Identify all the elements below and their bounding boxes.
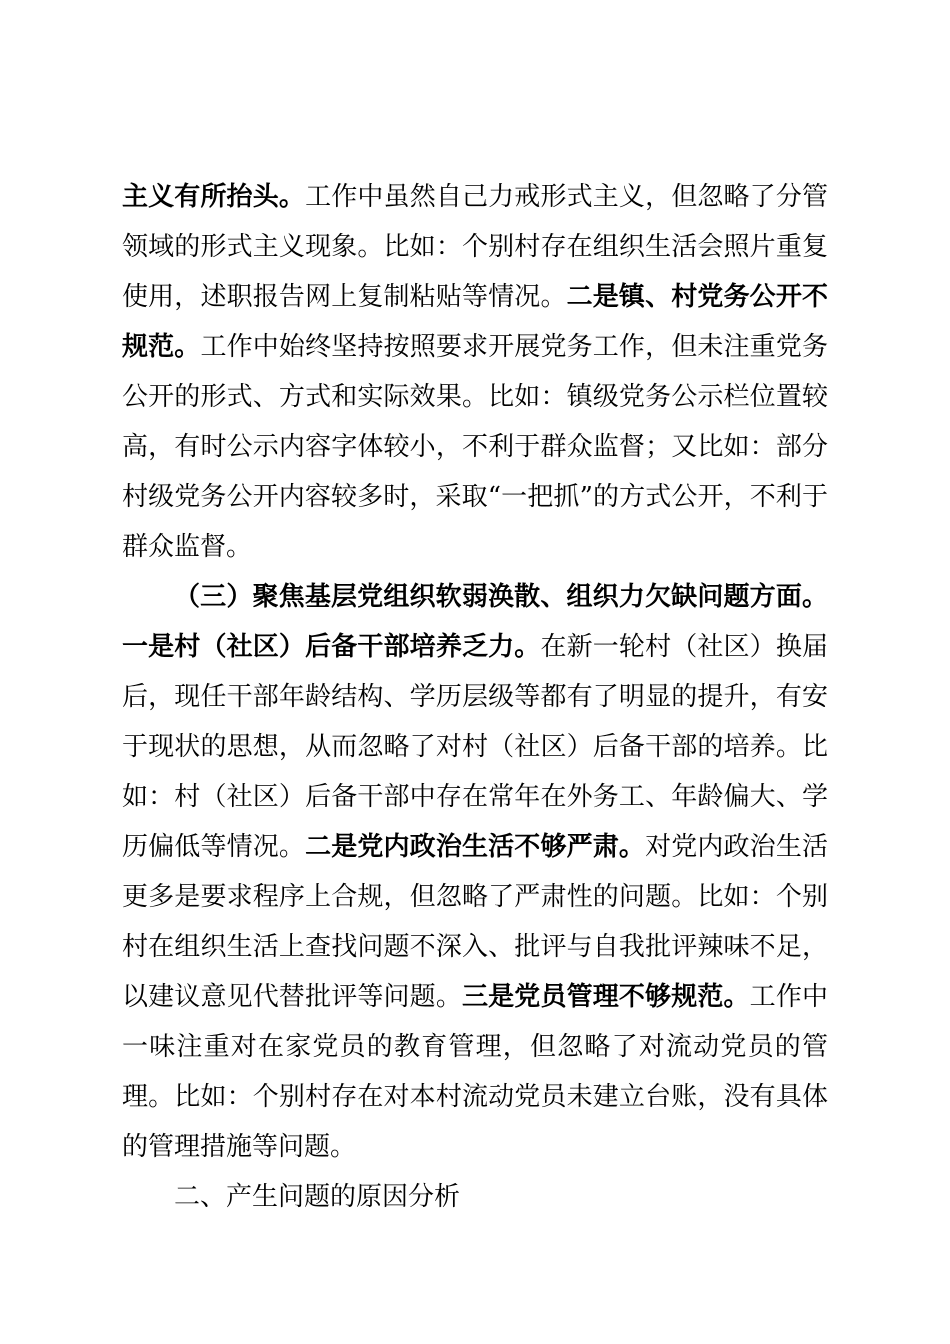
bold-phrase: 三是党员管理不够规范。: [461, 982, 750, 1012]
paragraph-grassroots-organization: [122, 572, 828, 1172]
body-text: 工作中虽然自己力戒形式主义，但忽略了分管领域的形式主义现象。比如：个别村存在组织生活会照片重复使用，述职报告网上复制粘贴等情况。: [122, 182, 828, 312]
document-page: [122, 172, 828, 1222]
body-text: 工作中始终坚持按照要求开展党务工作，但未注重党务公开的形式、方式和实际效果。比如：镇级党务公示栏位置较高，有时公示内容字体较小，不利于群众监督；又比如：部分村级党务公开内容较多时，采取“一把抓”的方式公开，不利于群众监督。: [122, 332, 828, 562]
section-heading: （三）聚焦基层党组织软弱涣散、组织力欠缺问题方面。一是村（社区）后备干部培养乏力。: [122, 582, 828, 662]
bold-phrase: 主义有所抬头。: [122, 182, 306, 212]
section-title-cause-analysis: [122, 1172, 828, 1222]
bold-phrase: 二是镇、村党务公开不规范。: [122, 282, 828, 362]
body-text: 对党内政治生活更多是要求程序上合规，但忽略了严肃性的问题。比如：个别村在组织生活上查找问题不深入、批评与自我批评辣味不足，以建议意见代替批评等问题。: [122, 832, 828, 1012]
bold-phrase: 二是党内政治生活不够严肃。: [305, 832, 646, 862]
body-text: 工作中一味注重对在家党员的教育管理，但忽略了对流动党员的管理。比如：个别村存在对本村流动党员未建立台账，没有具体的管理措施等问题。: [122, 982, 828, 1162]
paragraph-formalism-and-party-affairs: [122, 172, 828, 572]
body-text: 在新一轮村（社区）换届后，现任干部年龄结构、学历层级等都有了明显的提升，有安于现状的思想，从而忽略了对村（社区）后备干部的培养。比如：村（社区）后备干部中存在常年在外务工、年龄偏大、学历偏低等情况。: [122, 632, 828, 862]
section-title: 二、产生问题的原因分析: [174, 1182, 461, 1212]
